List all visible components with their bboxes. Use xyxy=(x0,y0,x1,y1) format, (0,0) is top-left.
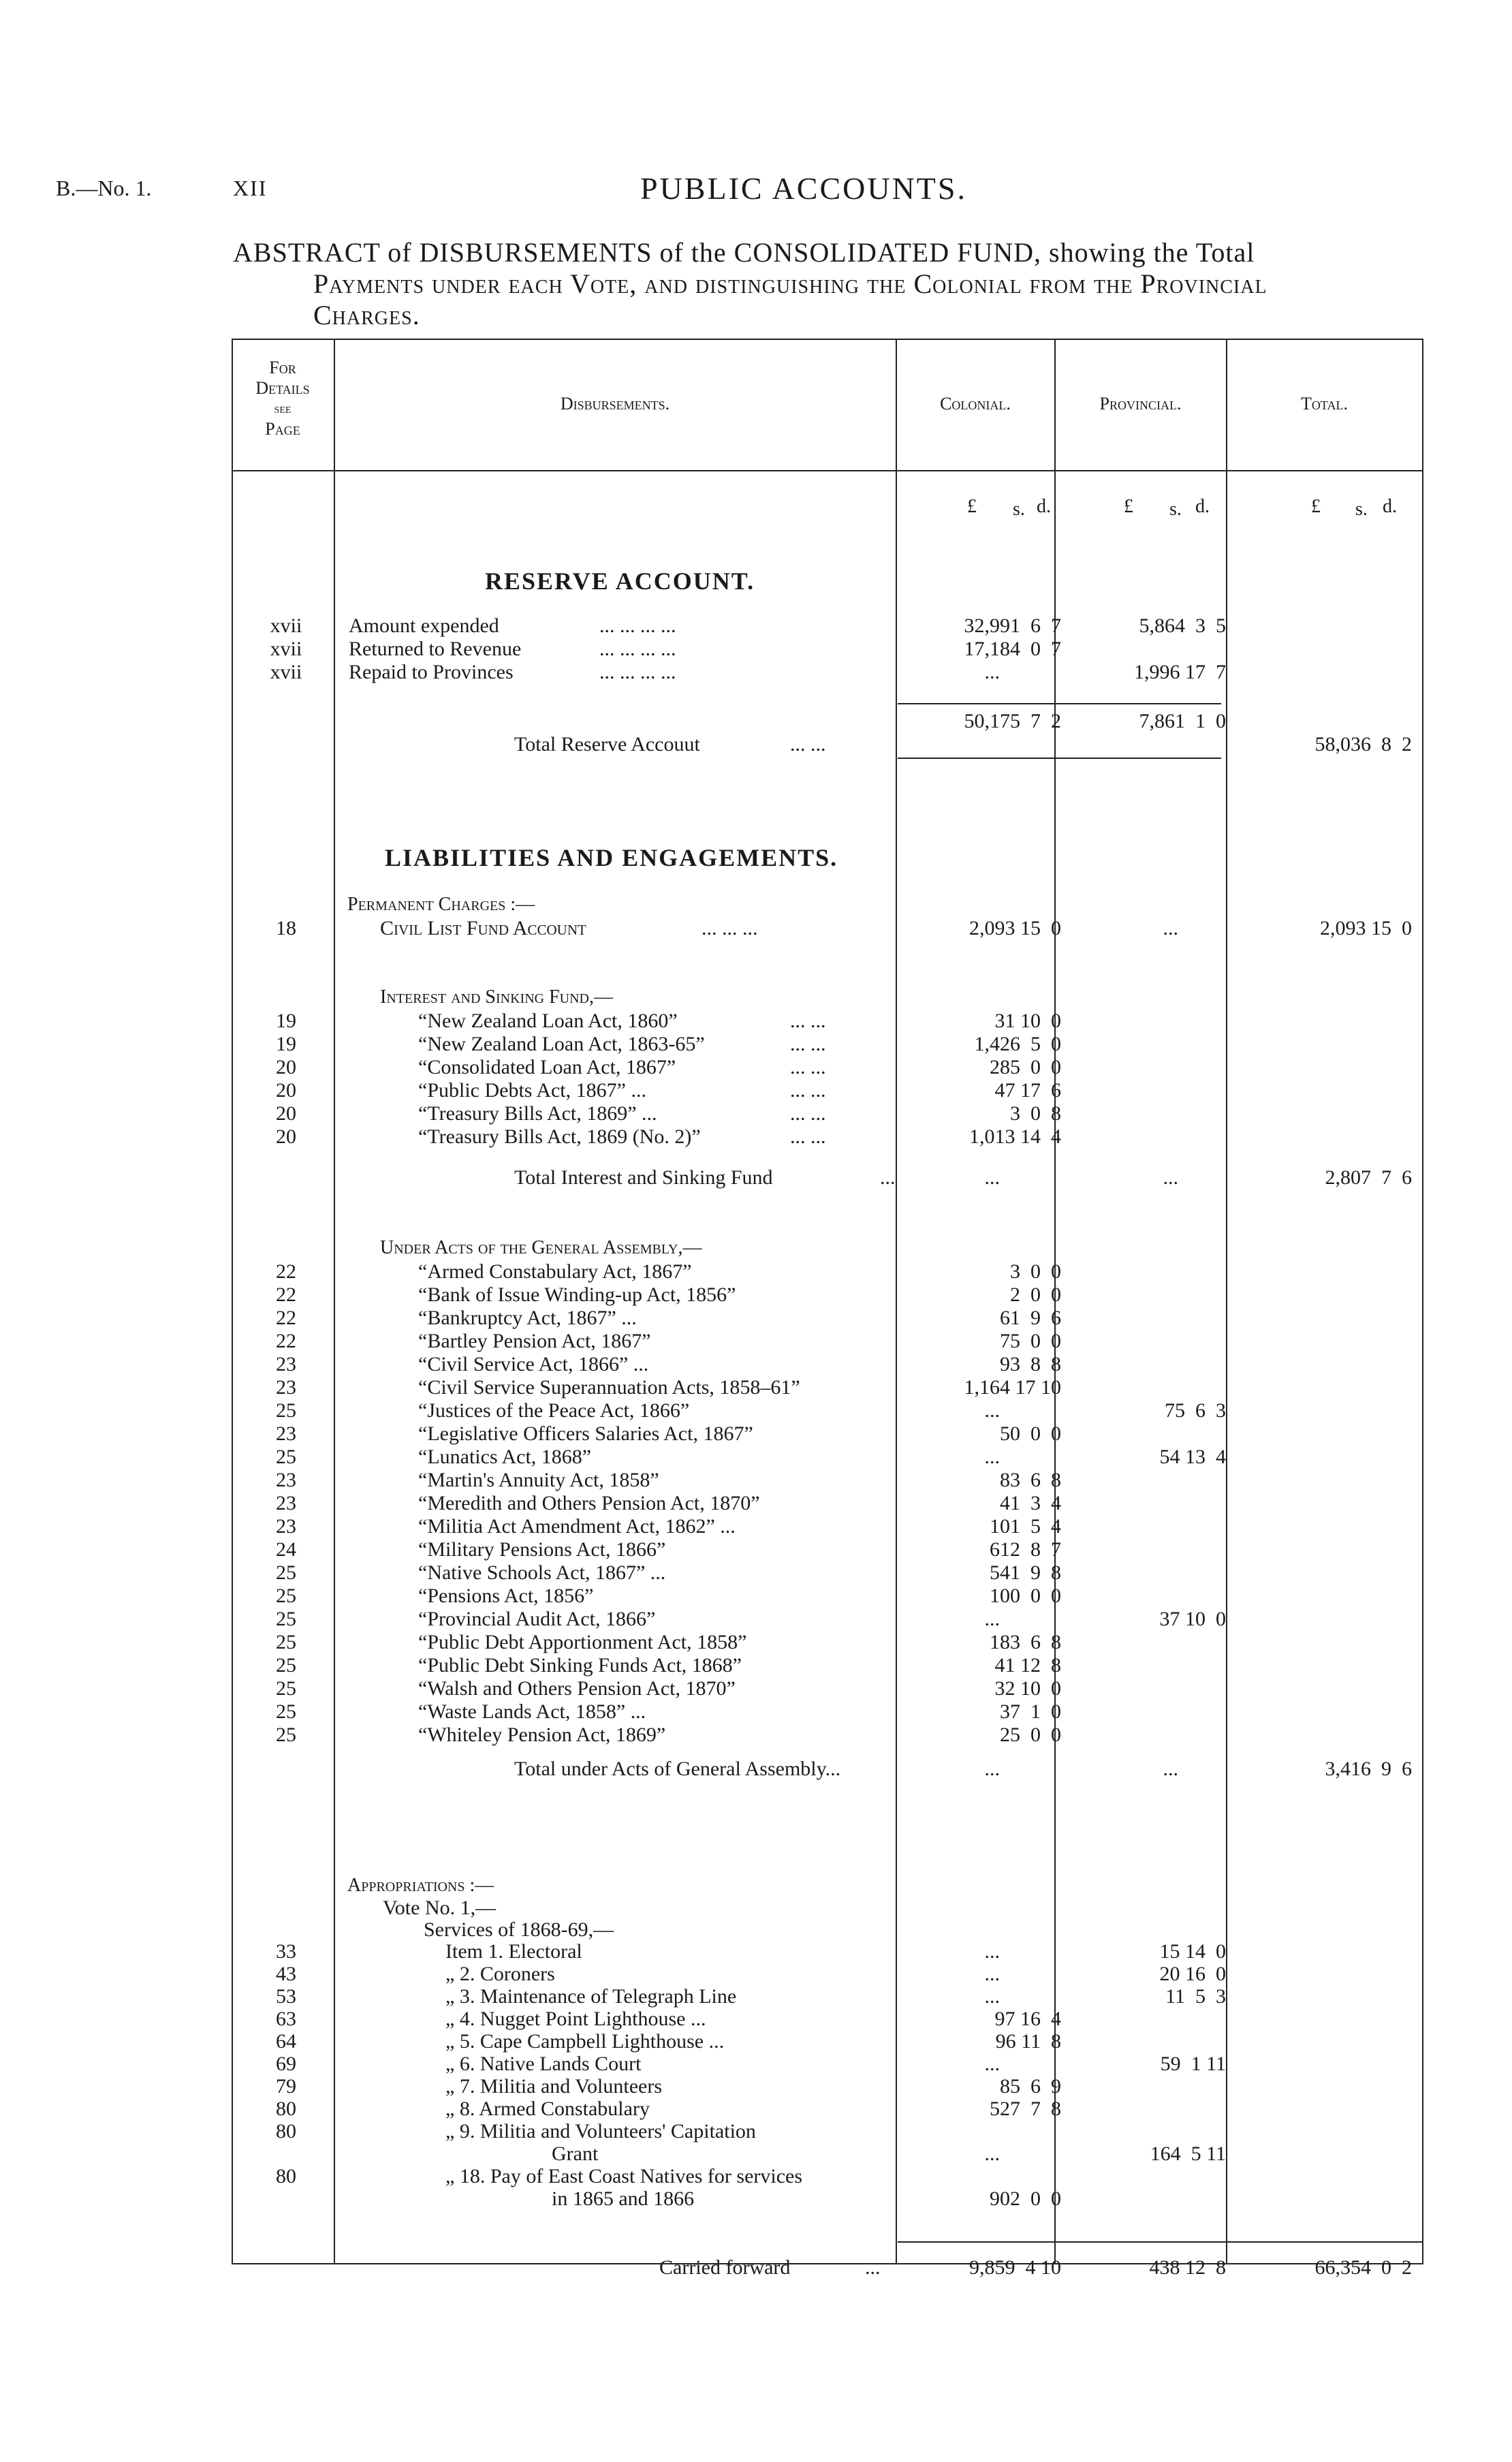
appropriation-item-page: 64 xyxy=(276,2030,296,2053)
reserve-item-row xyxy=(0,638,1512,661)
assembly-item-colonial: 100 0 0 xyxy=(990,1585,1061,1607)
reserve-item-row xyxy=(0,614,1512,638)
assembly-item-row xyxy=(0,1330,1512,1353)
assembly-item-label: “Public Debt Sinking Funds Act, 1868” xyxy=(418,1654,742,1677)
table-top-rule xyxy=(232,339,1423,340)
appropriation-item-page: 80 xyxy=(276,2165,296,2187)
reserve-item-dots: ... ... ... ... xyxy=(599,614,676,637)
interest-heading: Interest and Sinking Fund,— xyxy=(380,986,613,1008)
appropriation-item-page: 69 xyxy=(276,2053,296,2075)
assembly-item-label: “Meredith and Others Pension Act, 1870” xyxy=(418,1492,760,1514)
reserve-item-label: Returned to Revenue xyxy=(349,638,522,660)
assembly-item-label: “Waste Lands Act, 1858” ... xyxy=(418,1700,646,1723)
assembly-item-label: “Lunatics Act, 1868” xyxy=(418,1446,592,1468)
assembly-item-colonial: 3 0 0 xyxy=(1010,1260,1061,1283)
assembly-item-page: 25 xyxy=(276,1446,296,1468)
services-label: Services of 1868-69,— xyxy=(424,1918,614,1941)
assembly-item-page: 22 xyxy=(276,1283,296,1306)
reserve-item-colonial: 32,991 6 7 xyxy=(964,614,1061,637)
assembly-item-page: 23 xyxy=(276,1469,296,1491)
assembly-item-page: 22 xyxy=(276,1330,296,1352)
interest-item-dots: ... ... xyxy=(790,1010,826,1032)
interest-item-row xyxy=(0,1033,1512,1056)
assembly-item-label: “Walsh and Others Pension Act, 1870” xyxy=(418,1677,736,1700)
appropriation-item-colonial: 902 0 0 xyxy=(990,2187,1061,2210)
assembly-item-page: 23 xyxy=(276,1353,296,1375)
interest-item-label: “Treasury Bills Act, 1869” ... xyxy=(418,1102,657,1125)
assembly-item-label: “Provincial Audit Act, 1866” xyxy=(418,1608,656,1630)
appropriation-item-label: „ 4. Nugget Point Lighthouse ... xyxy=(445,2008,706,2030)
assembly-item-provincial: 54 13 4 xyxy=(1159,1446,1226,1468)
assembly-item-page: 25 xyxy=(276,1585,296,1607)
assembly-item-colonial: 37 1 0 xyxy=(1000,1700,1061,1723)
assembly-item-colonial: 41 3 4 xyxy=(1000,1492,1061,1514)
document-reference: B.—No. 1. xyxy=(56,176,152,200)
assembly-item-label: “Native Schools Act, 1867” ... xyxy=(418,1561,666,1584)
interest-item-row xyxy=(0,1102,1512,1125)
assembly-item-label: “Armed Constabulary Act, 1867” xyxy=(418,1260,692,1283)
appropriation-item-row xyxy=(0,2142,1512,2166)
reserve-item-label: Amount expended xyxy=(349,614,499,637)
interest-item-dots: ... ... xyxy=(790,1079,826,1102)
carried-forward-rule xyxy=(898,2241,1422,2243)
unit-pence-total: d. xyxy=(1383,496,1397,517)
appropriation-item-label: „ 7. Militia and Volunteers xyxy=(445,2075,663,2098)
vote-label: Vote No. 1,— xyxy=(383,1897,497,1919)
appropriation-item-colonial: ... xyxy=(984,2142,1000,2165)
appropriation-item-label: „ 3. Maintenance of Telegraph Line xyxy=(445,1985,737,2008)
unit-shilling-provincial: s. xyxy=(1169,499,1182,520)
assembly-item-row xyxy=(0,1260,1512,1283)
assembly-heading: Under Acts of the General Assembly,— xyxy=(380,1237,702,1258)
col-head-page-line1: For xyxy=(269,358,296,377)
appropriation-item-page: 79 xyxy=(276,2075,296,2098)
assembly-item-page: 25 xyxy=(276,1608,296,1630)
reserve-item-provincial: 5,864 3 5 xyxy=(1139,614,1226,637)
interest-total-label: Total Interest and Sinking Fund xyxy=(514,1166,773,1189)
appropriation-item-label: „ 18. Pay of East Coast Natives for services xyxy=(445,2165,803,2187)
assembly-item-colonial: 2 0 0 xyxy=(1010,1283,1061,1306)
interest-item-colonial: 47 17 6 xyxy=(994,1079,1061,1102)
assembly-item-page: 25 xyxy=(276,1654,296,1677)
interest-item-dots: ... ... xyxy=(790,1125,826,1148)
appropriation-item-row xyxy=(0,1985,1512,2008)
appropriation-item-provincial: 164 5 11 xyxy=(1150,2142,1226,2165)
unit-pound-total: £ xyxy=(1311,496,1321,517)
assembly-item-row xyxy=(0,1585,1512,1608)
appropriation-item-label: in 1865 and 1866 xyxy=(552,2187,695,2210)
civil-list-page: 18 xyxy=(276,917,296,939)
appropriation-item-colonial: 97 16 4 xyxy=(994,2008,1061,2030)
assembly-item-page: 25 xyxy=(276,1724,296,1746)
assembly-item-provincial: 37 10 0 xyxy=(1159,1608,1226,1630)
reserve-item-page: xvii xyxy=(270,638,302,660)
assembly-item-colonial: 612 8 7 xyxy=(990,1538,1061,1561)
appropriation-item-row xyxy=(0,2098,1512,2121)
interest-total-value: 2,807 7 6 xyxy=(1325,1166,1412,1189)
appropriation-item-page: 33 xyxy=(276,1940,296,1963)
civil-list-row xyxy=(0,917,1512,940)
assembly-item-page: 25 xyxy=(276,1561,296,1584)
assembly-item-page: 23 xyxy=(276,1376,296,1399)
interest-item-page: 20 xyxy=(276,1125,296,1148)
appropriation-item-colonial: ... xyxy=(984,1985,1000,2008)
reserve-item-provincial: 1,996 17 7 xyxy=(1134,661,1226,683)
assembly-item-colonial: 75 0 0 xyxy=(1000,1330,1061,1352)
assembly-item-colonial: 41 12 8 xyxy=(994,1654,1061,1677)
assembly-item-colonial: ... xyxy=(984,1608,1000,1630)
interest-item-row xyxy=(0,1056,1512,1079)
assembly-item-label: “Justices of the Peace Act, 1866” xyxy=(418,1399,690,1422)
interest-item-dots: ... ... xyxy=(790,1033,826,1055)
assembly-item-colonial: 61 9 6 xyxy=(1000,1307,1061,1329)
assembly-item-colonial: 83 6 8 xyxy=(1000,1469,1061,1491)
reserve-total-value: 58,036 8 2 xyxy=(1314,733,1412,755)
appropriation-item-row xyxy=(0,2187,1512,2211)
civil-list-colonial: 2,093 15 0 xyxy=(969,917,1061,939)
assembly-item-colonial: 25 0 0 xyxy=(1000,1724,1061,1746)
appropriation-item-provincial: 20 16 0 xyxy=(1159,1963,1226,1985)
assembly-item-page: 25 xyxy=(276,1399,296,1422)
civil-list-provincial: ... xyxy=(1163,917,1178,939)
reserve-item-colonial: ... xyxy=(984,661,1000,683)
unit-shilling-total: s. xyxy=(1355,499,1368,520)
appropriation-item-colonial: ... xyxy=(984,1963,1000,1985)
appropriation-item-label: „ 6. Native Lands Court xyxy=(445,2053,642,2075)
appropriation-item-page: 80 xyxy=(276,2098,296,2120)
assembly-item-row xyxy=(0,1608,1512,1631)
interest-item-dots: ... ... xyxy=(790,1056,826,1078)
interest-item-row xyxy=(0,1010,1512,1033)
civil-list-label: Civil List Fund Account xyxy=(380,917,586,939)
assembly-item-row xyxy=(0,1515,1512,1538)
assembly-item-row xyxy=(0,1469,1512,1492)
appropriation-item-provincial: 59 1 11 xyxy=(1160,2053,1226,2075)
appropriation-item-page: 43 xyxy=(276,1963,296,1985)
assembly-item-colonial: ... xyxy=(984,1399,1000,1422)
appropriation-item-provincial: 11 5 3 xyxy=(1165,1985,1226,2008)
col-head-provincial: Provincial. xyxy=(1099,394,1182,414)
reserve-item-dots: ... ... ... ... xyxy=(599,661,676,683)
assembly-item-label: “Pensions Act, 1856” xyxy=(418,1585,594,1607)
appropriation-item-colonial: ... xyxy=(984,2053,1000,2075)
assembly-item-row xyxy=(0,1376,1512,1399)
interest-item-label: “Treasury Bills Act, 1869 (No. 2)” xyxy=(418,1125,701,1148)
assembly-total-value: 3,416 9 6 xyxy=(1325,1758,1412,1780)
interest-item-label: “Consolidated Loan Act, 1867” xyxy=(418,1056,676,1078)
interest-item-colonial: 1,013 14 4 xyxy=(969,1125,1061,1148)
carried-forward-dots: ... xyxy=(865,2256,881,2279)
liabilities-title: LIABILITIES AND ENGAGEMENTS. xyxy=(385,844,838,871)
permanent-charges-heading: Permanent Charges :— xyxy=(347,894,535,915)
civil-list-dots: ... ... ... xyxy=(702,917,758,939)
assembly-item-row xyxy=(0,1353,1512,1376)
assembly-item-label: “Bankruptcy Act, 1867” ... xyxy=(418,1307,637,1329)
interest-total-colonial: ... xyxy=(984,1166,1000,1189)
appropriation-item-row xyxy=(0,2008,1512,2031)
col-head-page xyxy=(233,358,332,439)
assembly-item-row xyxy=(0,1631,1512,1654)
interest-item-page: 19 xyxy=(276,1033,296,1055)
vote-line xyxy=(0,1897,1512,1920)
assembly-item-colonial: 541 9 8 xyxy=(990,1561,1061,1584)
assembly-item-row xyxy=(0,1561,1512,1585)
reserve-subtotal-row xyxy=(0,710,1512,733)
interest-item-colonial: 3 0 8 xyxy=(1010,1102,1061,1125)
assembly-total-colonial: ... xyxy=(984,1758,1000,1780)
assembly-item-row xyxy=(0,1700,1512,1724)
interest-item-dots: ... ... xyxy=(790,1102,826,1125)
interest-item-label: “Public Debts Act, 1867” ... xyxy=(418,1079,646,1102)
assembly-item-row xyxy=(0,1654,1512,1677)
assembly-total-provincial: ... xyxy=(1163,1758,1178,1780)
appropriation-item-row xyxy=(0,2075,1512,2098)
carried-forward-provincial: 438 12 8 xyxy=(1149,2256,1226,2279)
assembly-item-row xyxy=(0,1677,1512,1700)
interest-item-page: 19 xyxy=(276,1010,296,1032)
interest-item-colonial: 285 0 0 xyxy=(990,1056,1061,1078)
assembly-item-label: “Militia Act Amendment Act, 1862” ... xyxy=(418,1515,736,1538)
carried-forward-label: Carried forward xyxy=(659,2256,791,2279)
reserve-item-colonial: 17,184 0 7 xyxy=(964,638,1061,660)
assembly-item-label: “Bartley Pension Act, 1867” xyxy=(418,1330,651,1352)
interest-item-colonial: 1,426 5 0 xyxy=(974,1033,1061,1055)
unit-pence-provincial: d. xyxy=(1195,496,1210,517)
assembly-item-row xyxy=(0,1422,1512,1446)
unit-shilling-colonial: s. xyxy=(1013,499,1025,520)
reserve-total-label: Total Reserve Accouut xyxy=(514,733,700,755)
appropriation-item-colonial: 527 7 8 xyxy=(990,2098,1061,2120)
col-head-page-line3: see xyxy=(274,401,292,416)
reserve-item-label: Repaid to Provinces xyxy=(349,661,514,683)
appropriations-heading: Appropriations :— xyxy=(347,1875,494,1896)
appropriation-item-label: „ 5. Cape Campbell Lighthouse ... xyxy=(445,2030,725,2053)
carried-forward-row xyxy=(0,2256,1512,2279)
interest-item-page: 20 xyxy=(276,1102,296,1125)
interest-item-colonial: 31 10 0 xyxy=(994,1010,1061,1032)
appropriation-item-label: „ 8. Armed Constabulary xyxy=(445,2098,650,2120)
assembly-item-row xyxy=(0,1538,1512,1561)
assembly-item-page: 23 xyxy=(276,1422,296,1445)
appropriation-item-provincial: 15 14 0 xyxy=(1159,1940,1226,1963)
page-numeral: XII xyxy=(233,176,268,200)
appropriation-item-colonial: 96 11 8 xyxy=(995,2030,1061,2053)
assembly-item-provincial: 75 6 3 xyxy=(1165,1399,1226,1422)
interest-total-dots: ... xyxy=(880,1166,896,1189)
interest-total-row xyxy=(0,1166,1512,1189)
services-line xyxy=(0,1918,1512,1942)
interest-item-label: “New Zealand Loan Act, 1863-65” xyxy=(418,1033,705,1055)
assembly-item-label: “Legislative Officers Salaries Act, 1867” xyxy=(418,1422,753,1445)
reserve-item-row xyxy=(0,661,1512,684)
assembly-item-row xyxy=(0,1307,1512,1330)
assembly-item-label: “Whiteley Pension Act, 1869” xyxy=(418,1724,666,1746)
assembly-item-page: 22 xyxy=(276,1307,296,1329)
assembly-item-colonial: 50 0 0 xyxy=(1000,1422,1061,1445)
assembly-item-page: 22 xyxy=(276,1260,296,1283)
appropriation-item-row xyxy=(0,2120,1512,2143)
col-head-total: Total. xyxy=(1301,394,1348,414)
col-head-page-line4: Page xyxy=(265,419,300,439)
col-head-colonial: Colonial. xyxy=(940,394,1011,414)
appropriation-item-colonial: ... xyxy=(984,1940,1000,1963)
assembly-item-label: “Public Debt Apportionment Act, 1858” xyxy=(418,1631,747,1653)
appropriation-item-row xyxy=(0,1963,1512,1986)
appropriation-item-row xyxy=(0,2165,1512,2188)
reserve-total-rule xyxy=(898,758,1221,759)
assembly-item-row xyxy=(0,1492,1512,1515)
reserve-item-page: xvii xyxy=(270,661,302,683)
reserve-account-title: RESERVE ACCOUNT. xyxy=(485,567,755,595)
assembly-item-row xyxy=(0,1283,1512,1307)
reserve-subtotal-rule xyxy=(898,703,1221,704)
interest-total-provincial: ... xyxy=(1163,1166,1178,1189)
interest-item-row xyxy=(0,1079,1512,1102)
heading-line-2: Payments under each Vote, and distinguishing the Colonial from the Provincial xyxy=(313,268,1267,299)
reserve-item-dots: ... ... ... ... xyxy=(599,638,676,660)
table-header-rule xyxy=(232,470,1423,471)
assembly-total-row xyxy=(0,1758,1512,1781)
appropriation-item-row xyxy=(0,2030,1512,2053)
assembly-item-page: 24 xyxy=(276,1538,296,1561)
col-head-page-line2: Details xyxy=(255,378,310,398)
heading-line-1: ABSTRACT of DISBURSEMENTS of the CONSOLIDATED FUND, showing the Total xyxy=(233,237,1255,268)
assembly-item-colonial: 93 8 8 xyxy=(1000,1353,1061,1375)
appropriation-item-page: 53 xyxy=(276,1985,296,2008)
assembly-item-row xyxy=(0,1446,1512,1469)
assembly-total-label: Total under Acts of General Assembly... xyxy=(514,1758,841,1780)
assembly-item-page: 23 xyxy=(276,1515,296,1538)
assembly-item-page: 23 xyxy=(276,1492,296,1514)
reserve-subtotal-provincial: 7,861 1 0 xyxy=(1139,710,1226,732)
appropriation-item-label: „ 9. Militia and Volunteers' Capitation xyxy=(445,2120,756,2142)
reserve-total-dots: ... ... xyxy=(790,733,826,755)
appropriation-item-row xyxy=(0,2053,1512,2076)
heading-line-3: Charges. xyxy=(313,300,420,330)
interest-item-row xyxy=(0,1125,1512,1149)
assembly-item-page: 25 xyxy=(276,1700,296,1723)
interest-item-page: 20 xyxy=(276,1079,296,1102)
assembly-item-colonial: 183 6 8 xyxy=(990,1631,1061,1653)
assembly-item-label: “Martin's Annuity Act, 1858” xyxy=(418,1469,659,1491)
unit-pence-colonial: d. xyxy=(1037,496,1051,517)
reserve-total-row xyxy=(0,733,1512,756)
interest-item-page: 20 xyxy=(276,1056,296,1078)
assembly-item-page: 25 xyxy=(276,1631,296,1653)
unit-pound-provincial: £ xyxy=(1124,496,1133,517)
assembly-item-colonial: 32 10 0 xyxy=(994,1677,1061,1700)
carried-forward-total: 66,354 0 2 xyxy=(1314,2256,1412,2279)
appropriation-item-page: 80 xyxy=(276,2120,296,2142)
appropriation-item-label: Item 1. Electoral xyxy=(445,1940,582,1963)
col-head-disbursements: Disbursements. xyxy=(560,394,670,414)
abstract-heading xyxy=(233,237,1421,331)
carried-forward-colonial: 9,859 4 10 xyxy=(969,2256,1061,2279)
appropriation-item-label: „ 2. Coroners xyxy=(445,1963,555,1985)
assembly-item-colonial: 1,164 17 10 xyxy=(964,1376,1061,1399)
reserve-subtotal-colonial: 50,175 7 2 xyxy=(964,710,1061,732)
assembly-item-colonial: 101 5 4 xyxy=(990,1515,1061,1538)
civil-list-total: 2,093 15 0 xyxy=(1320,917,1412,939)
appropriation-item-colonial: 85 6 9 xyxy=(1000,2075,1061,2098)
assembly-item-colonial: ... xyxy=(984,1446,1000,1468)
interest-item-label: “New Zealand Loan Act, 1860” xyxy=(418,1010,678,1032)
assembly-item-row xyxy=(0,1399,1512,1422)
appropriation-item-label: Grant xyxy=(552,2142,599,2165)
reserve-item-page: xvii xyxy=(270,614,302,637)
appropriation-item-page: 63 xyxy=(276,2008,296,2030)
assembly-item-label: “Civil Service Act, 1866” ... xyxy=(418,1353,649,1375)
assembly-item-row xyxy=(0,1724,1512,1747)
assembly-item-label: “Bank of Issue Winding-up Act, 1856” xyxy=(418,1283,736,1306)
assembly-item-page: 25 xyxy=(276,1677,296,1700)
assembly-item-label: “Military Pensions Act, 1866” xyxy=(418,1538,666,1561)
appropriation-item-row xyxy=(0,1940,1512,1963)
page-title: PUBLIC ACCOUNTS. xyxy=(640,171,967,206)
unit-pound-colonial: £ xyxy=(967,496,977,517)
assembly-item-label: “Civil Service Superannuation Acts, 1858–61” xyxy=(418,1376,800,1399)
